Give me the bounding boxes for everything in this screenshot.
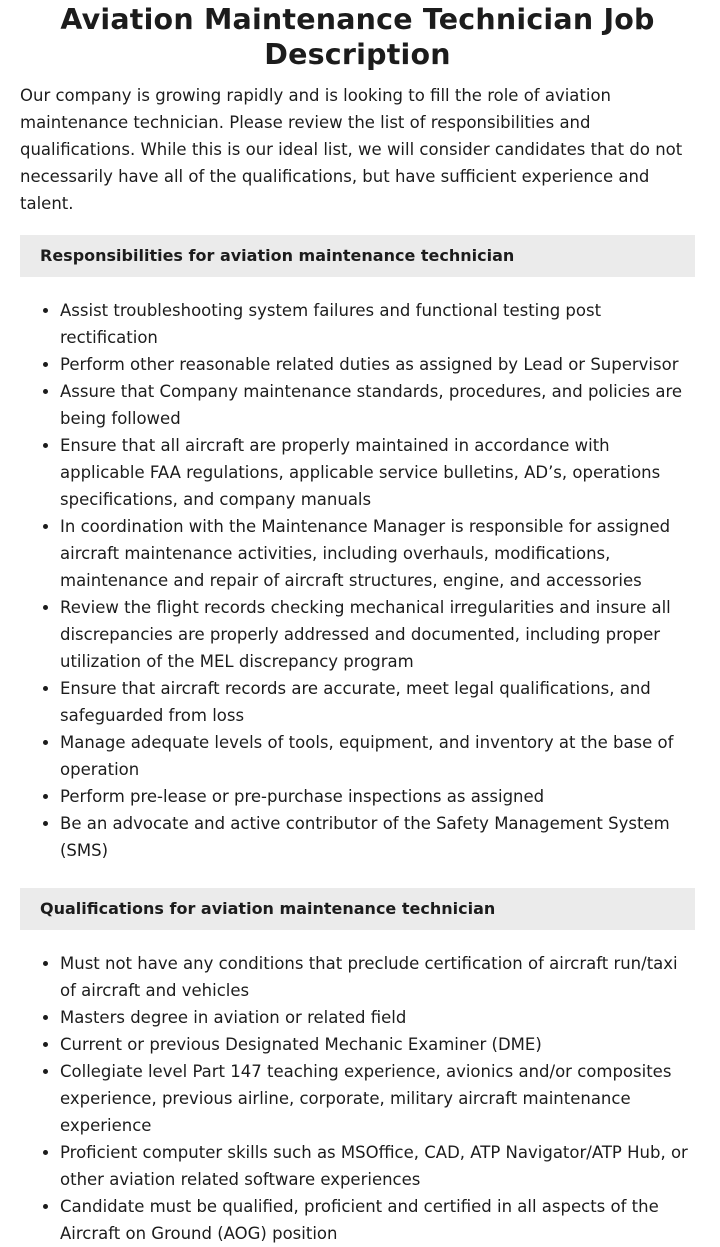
list-item: • Assure that Company maintenance standards, procedures, and policies are being followed xyxy=(60,378,695,432)
intro-paragraph: Our company is growing rapidly and is looking to fill the role of aviation maintenance technician. Please review the list of responsibilities and qualifications. While this is our ideal list, we will consider candidates that do not necessarily have all of the qualifications, but have sufficient experience and talent. xyxy=(20,86,683,213)
list-item: • Be an advocate and active contributor of the Safety Management System (SMS) xyxy=(60,810,695,864)
list-item: • Candidate must be qualified, proficient and certified in all aspects of the Aircraft on Ground (AOG) position xyxy=(60,1193,695,1247)
qualifications-list xyxy=(20,950,695,1247)
page-title: Aviation Maintenance Technician Job Description xyxy=(60,3,655,71)
list-item: • Must not have any conditions that preclude certification of aircraft run/taxi of aircraft and vehicles xyxy=(60,950,695,1004)
list-item: • Ensure that all aircraft are properly maintained in accordance with applicable FAA regulations, applicable service bulletins, AD’s, operations specifications, and company manuals xyxy=(60,432,695,513)
responsibilities-list xyxy=(20,297,695,864)
list-item: • Manage adequate levels of tools, equipment, and inventory at the base of operation xyxy=(60,729,695,783)
list-item: • Assist troubleshooting system failures and functional testing post rectification xyxy=(60,297,695,351)
qualifications-heading: Qualifications for aviation maintenance technician xyxy=(20,888,695,930)
list-item: • Ensure that aircraft records are accurate, meet legal qualifications, and safeguarded from loss xyxy=(60,675,695,729)
list-item: • Perform other reasonable related duties as assigned by Lead or Supervisor xyxy=(60,351,695,378)
list-item: • Perform pre-lease or pre-purchase inspections as assigned xyxy=(60,783,695,810)
list-item: • Collegiate level Part 147 teaching experience, avionics and/or composites experience, previous airline, corporate, military aircraft maintenance experience xyxy=(60,1058,695,1139)
job-description-page xyxy=(20,0,695,1247)
list-item: • Proficient computer skills such as MSOffice, CAD, ATP Navigator/ATP Hub, or other aviation related software experiences xyxy=(60,1139,695,1193)
list-item: • Current or previous Designated Mechanic Examiner (DME) xyxy=(60,1031,695,1058)
list-item: • In coordination with the Maintenance Manager is responsible for assigned aircraft maintenance activities, including overhauls, modifications, maintenance and repair of aircraft structures, engine, and accessories xyxy=(60,513,695,594)
list-item: • Masters degree in aviation or related field xyxy=(60,1004,695,1031)
responsibilities-heading: Responsibilities for aviation maintenance technician xyxy=(20,235,695,277)
list-item: • Review the flight records checking mechanical irregularities and insure all discrepancies are properly addressed and documented, including proper utilization of the MEL discrepancy program xyxy=(60,594,695,675)
